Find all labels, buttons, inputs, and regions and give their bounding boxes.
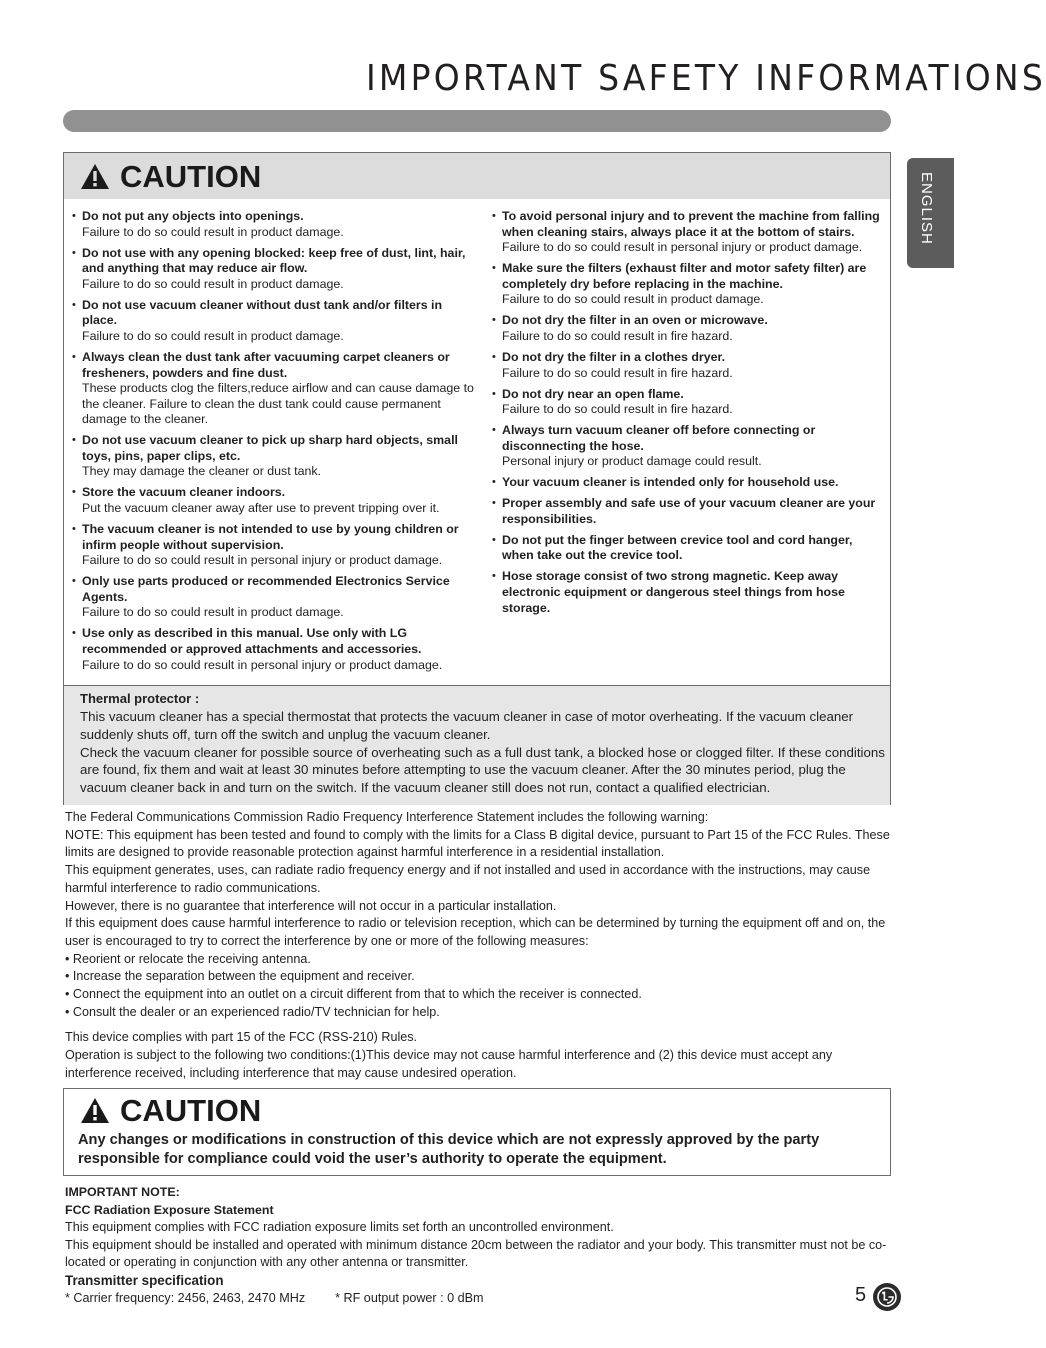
page-number: 5 bbox=[855, 1284, 867, 1306]
item-text: Failure to do so could result in product damage. bbox=[82, 224, 344, 239]
list-item bbox=[72, 574, 474, 621]
spec-frequency: * Carrier frequency: 2456, 2463, 2470 MHz bbox=[65, 1290, 306, 1305]
list-item bbox=[492, 569, 884, 616]
fcc-line: • Connect the equipment into an outlet on a circuit different from that to which the receiver is connected. bbox=[65, 987, 642, 1002]
caution-left-column bbox=[72, 209, 474, 679]
list-item bbox=[492, 496, 884, 527]
item-bold: • Do not dry near an open flame. bbox=[502, 386, 684, 401]
list-item bbox=[72, 433, 474, 480]
list-item bbox=[72, 298, 474, 345]
item-text: Failure to do so could result in personal injury or product damage. bbox=[82, 553, 443, 568]
caution-message: Any changes or modifications in construction of this device which are not expressly approved by the party responsible for compliance could void the user’s authority to operate the equipment. bbox=[78, 1132, 820, 1167]
item-text: Personal injury or product damage could result. bbox=[502, 454, 762, 469]
item-bold: • Hose storage consist of two strong magnetic. Keep away electronic equipment or dangerous steel things from hose storage. bbox=[502, 569, 845, 615]
item-text: These products clog the filters,reduce airflow and can cause damage to the cleaner. Failure to clean the dust tank could cause permanent damage to the cleaner. bbox=[82, 381, 474, 427]
item-text: Put the vacuum cleaner away after use to prevent tripping over it. bbox=[82, 501, 440, 516]
item-text: Failure to do so could result in product damage. bbox=[82, 605, 344, 620]
list-item bbox=[492, 209, 884, 256]
caution-box-modifications bbox=[63, 1088, 891, 1176]
item-text: They may damage the cleaner or dust tank. bbox=[82, 464, 321, 479]
note-heading: IMPORTANT NOTE: bbox=[65, 1185, 180, 1199]
spec-power: * RF output power : 0 dBm bbox=[335, 1290, 484, 1305]
item-bold: • Do not dry the filter in a clothes dryer. bbox=[502, 349, 726, 364]
item-text: Failure to do so could result in product damage. bbox=[82, 328, 344, 343]
caution-right-column bbox=[492, 209, 884, 622]
thermal-protector-section bbox=[64, 685, 890, 805]
important-note bbox=[65, 1184, 891, 1307]
fcc-line: • Increase the separation between the equipment and receiver. bbox=[65, 969, 415, 984]
list-item bbox=[72, 485, 474, 516]
item-text: Failure to do so could result in fire hazard. bbox=[502, 365, 733, 380]
item-bold: • Do not put any objects into openings. bbox=[82, 209, 304, 223]
thermal-paragraph: Check the vacuum cleaner for possible source of overheating such as a full dust tank, a blocked hose or clogged filter. If these conditions are found, fix them and wait at least 30 minutes before attempting to use the vacuum cleaner. After the 30 minutes period, plug the vacuum cleaner back in and turn on the switch. If the vacuum cleaner still does not run, contact a qualified electrician. bbox=[80, 744, 885, 796]
item-text: Failure to do so could result in fire hazard. bbox=[502, 402, 733, 417]
caution-title: CAUTION bbox=[120, 1093, 262, 1128]
fcc-line: This equipment generates, uses, can radiate radio frequency energy and if not installed and used in accordance with the instructions, may cause harmful interference to radio communications. bbox=[65, 863, 871, 895]
warning-triangle-icon bbox=[80, 1097, 110, 1124]
fcc-line: If this equipment does cause harmful interference to radio or television reception, which can be determined by turning the equipment off and on, the user is encouraged to try to correct the interference by one or more of the following measures: bbox=[65, 916, 886, 948]
caution-header bbox=[64, 153, 890, 199]
item-bold: • Only use parts produced or recommended Electronics Service Agents. bbox=[82, 574, 450, 604]
fcc-line: NOTE: This equipment has been tested and found to comply with the limits for a Class B digital device, pursuant to Part 15 of the FCC Rules. These limits are designed to provide reasonable protection against harmful interference in a residential installation. bbox=[65, 827, 890, 860]
item-bold: • Do not use with any opening blocked: keep free of dust, lint, hair, and anything that may reduce air flow. bbox=[82, 245, 466, 276]
list-item bbox=[72, 626, 474, 673]
item-bold: • Use only as described in this manual. Use only with LG recommended or approved attachments and accessories. bbox=[82, 626, 422, 656]
item-text: Failure to do so could result in personal injury or product damage. bbox=[82, 657, 443, 672]
lg-logo bbox=[873, 1283, 901, 1311]
item-bold: • To avoid personal injury and to prevent the machine from falling when cleaning stairs, always place it at the bottom of stairs. bbox=[502, 209, 880, 239]
item-bold: • Do not use vacuum cleaner without dust tank and/or filters in place. bbox=[82, 297, 443, 328]
language-tab-label: ENGLISH bbox=[918, 172, 935, 245]
item-text: Failure to do so could result in personal injury or product damage. bbox=[502, 240, 863, 255]
list-item bbox=[492, 423, 884, 470]
thermal-paragraph: This vacuum cleaner has a special thermostat that protects the vacuum cleaner in case of motor overheating. If the vacuum cleaner suddenly shuts off, turn off the switch and unplug the vacuum cleaner. bbox=[80, 709, 854, 742]
fcc-line: The Federal Communications Commission Radio Frequency Interference Statement includes the following warning: bbox=[65, 810, 709, 824]
fcc-line: Operation is subject to the following two conditions:(1)This device may not cause harmful interference and (2) this device must accept any interference received, including interference that may cause undesired operation. bbox=[65, 1048, 833, 1080]
list-item bbox=[72, 246, 474, 293]
note-paragraph: This equipment complies with FCC radiation exposure limits set forth an uncontrolled environment. bbox=[65, 1220, 614, 1235]
fcc-line: • Reorient or relocate the receiving antenna. bbox=[65, 951, 311, 966]
page-title: IMPORTANT SAFETY INFORMATIONS bbox=[366, 56, 1046, 99]
list-item bbox=[492, 261, 884, 308]
item-text: Failure to do so could result in fire hazard. bbox=[502, 328, 733, 343]
item-bold: • Always clean the dust tank after vacuuming carpet cleaners or fresheners, powders and fine dust. bbox=[82, 349, 450, 380]
list-item bbox=[492, 533, 884, 564]
item-text: Failure to do so could result in product damage. bbox=[82, 276, 344, 291]
fcc-statement bbox=[65, 809, 891, 1083]
item-bold: • Always turn vacuum cleaner off before connecting or disconnecting the hose. bbox=[502, 423, 816, 453]
item-text: Failure to do so could result in product damage. bbox=[502, 292, 764, 307]
item-bold: • Do not put the finger between crevice tool and cord hanger, when take out the crevice tool. bbox=[502, 532, 853, 563]
note-subheading: FCC Radiation Exposure Statement bbox=[65, 1202, 274, 1217]
fcc-line: This device complies with part 15 of the FCC (RSS-210) Rules. bbox=[65, 1030, 418, 1045]
caution-box bbox=[63, 152, 891, 805]
thermal-heading: Thermal protector : bbox=[80, 691, 200, 706]
list-item bbox=[72, 350, 474, 428]
item-bold: • The vacuum cleaner is not intended to use by young children or infirm people without supervision. bbox=[82, 522, 459, 552]
list-item bbox=[72, 209, 474, 240]
list-item bbox=[492, 313, 884, 344]
fcc-line: • Consult the dealer or an experienced radio/TV technician for help. bbox=[65, 1004, 440, 1019]
spec-heading: Transmitter specification bbox=[65, 1272, 224, 1288]
fcc-line: However, there is no guarantee that interference will not occur in a particular installation. bbox=[65, 898, 557, 913]
list-item bbox=[492, 475, 884, 491]
item-bold: • Proper assembly and safe use of your vacuum cleaner are your responsibilities. bbox=[502, 496, 876, 526]
title-divider-bar bbox=[63, 110, 891, 132]
item-bold: • Do not use vacuum cleaner to pick up sharp hard objects, small toys, pins, paper clips, etc. bbox=[82, 433, 458, 463]
language-tab bbox=[907, 158, 954, 268]
warning-triangle-icon bbox=[80, 163, 110, 190]
item-bold: • Store the vacuum cleaner indoors. bbox=[82, 485, 286, 500]
list-item bbox=[492, 350, 884, 381]
item-bold: • Your vacuum cleaner is intended only for household use. bbox=[502, 475, 839, 490]
caution-title: CAUTION bbox=[120, 159, 262, 194]
item-bold: • Do not dry the filter in an oven or microwave. bbox=[502, 313, 768, 328]
list-item bbox=[492, 387, 884, 418]
thermal-body bbox=[80, 708, 888, 797]
spec-line bbox=[65, 1290, 891, 1308]
note-paragraph: This equipment should be installed and operated with minimum distance 20cm between the radiator and your body. This transmitter must not be co-located or operating in conjunction with any other antenna or transmitter. bbox=[65, 1237, 887, 1270]
list-item bbox=[72, 522, 474, 569]
item-bold: • Make sure the filters (exhaust filter and motor safety filter) are completely dry before replacing in the machine. bbox=[502, 261, 867, 291]
